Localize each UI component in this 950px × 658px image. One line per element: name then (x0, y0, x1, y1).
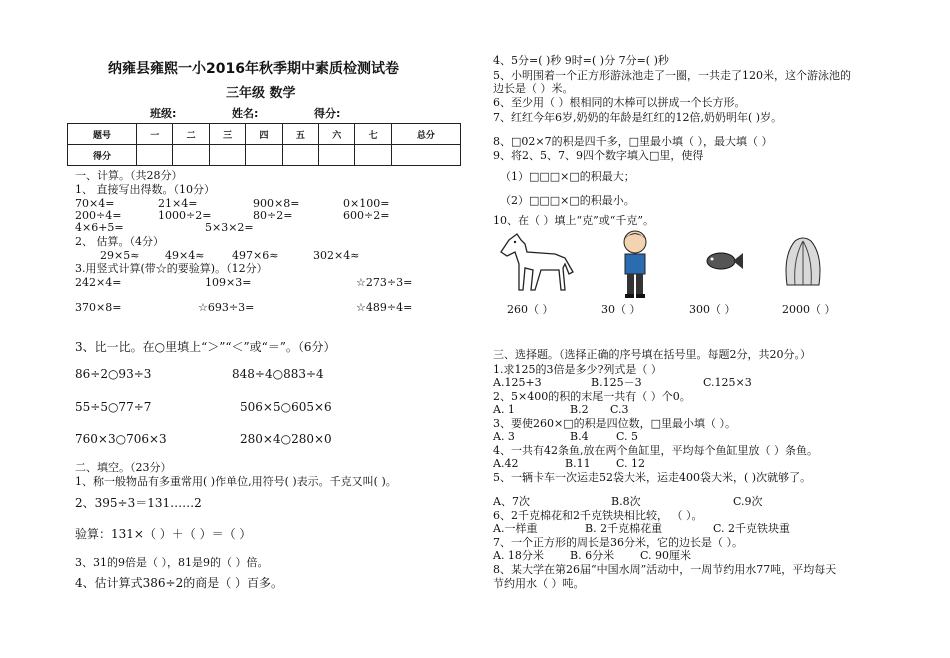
calc-item: 1000÷2= (158, 209, 212, 222)
calc-item: 302×4≈ (313, 249, 360, 262)
calc-item: 5×3×2= (205, 221, 254, 234)
calc-item: 21×4= (158, 197, 198, 210)
score-label: 得分: (314, 107, 341, 120)
horse-picture (495, 232, 577, 296)
table-cell[interactable] (319, 145, 355, 166)
choice-option: C.125×3 (703, 376, 752, 389)
picture-caption: 30（ ） (601, 303, 641, 316)
calc-item: 370×8= (75, 301, 122, 314)
choice-question: 节约用水（ ）吨。 (493, 577, 585, 590)
calc-item: 242×4= (75, 276, 122, 289)
section-1-heading: 一、计算。（共28分） (75, 169, 183, 182)
choice-question: 3、要使260×□的积是四位数，□里最小填（ ）。 (493, 417, 736, 430)
calc-item: 600÷2= (343, 209, 390, 222)
choice-option: B.4 (570, 430, 589, 443)
calc-item: 109×3= (205, 276, 252, 289)
name-label: 姓名: (232, 107, 259, 120)
choice-option: B. 6分米 (570, 549, 615, 562)
choice-option: B.125－3 (591, 376, 642, 389)
class-label: 班级: (150, 107, 177, 120)
calc-item: ☆693÷3= (198, 301, 255, 314)
choice-option: A.一样重 (493, 522, 538, 535)
calc-item: ☆489÷4= (356, 301, 413, 314)
fill-question: 4、估计算式386÷2的商是（ ）百多。 (75, 576, 284, 590)
choice-option: A. 18分米 (493, 549, 544, 562)
compare-item: 760×3○706×3 (75, 432, 167, 446)
choice-option: C. 12 (616, 457, 646, 470)
calc-item: 200÷4= (75, 209, 122, 222)
choice-option: A、7次 (493, 495, 530, 508)
fill-question: 5、小明围着一个正方形游泳池走了一圈，一共走了120米，这个游泳池的 (493, 69, 851, 82)
table-cell: 二 (173, 124, 209, 145)
table-cell[interactable] (137, 145, 173, 166)
compare-item: 280×4○280×0 (240, 432, 332, 446)
choice-option: C. 5 (616, 430, 639, 443)
table-cell[interactable] (173, 145, 209, 166)
compare-item: 506×5○605×6 (240, 400, 332, 414)
fill-question: 6、至少用（ ）根相同的木棒可以拼成一个长方形。 (493, 96, 746, 109)
question-heading: 2、 估算。（4分） (75, 235, 164, 248)
question-heading: 1、 直接写出得数。（10分） (75, 183, 215, 196)
choice-question: 7、一个正方形的周长是36分米，它的边长是（ ）。 (493, 536, 743, 549)
table-cell: 题号 (68, 124, 137, 145)
calc-item: 70×4= (75, 197, 115, 210)
question-heading: 3、比一比。在○里填上“＞”“＜”或“＝”。（6分） (75, 340, 336, 354)
fill-question: 验算：131×（ ）＋（ ）＝（ ） (75, 527, 252, 541)
section-3-heading: 三、选择题。（选择正确的序号填在括号里。每题2分，共20分。） (493, 348, 811, 361)
table-cell: 三 (209, 124, 245, 145)
table-cell: 一 (137, 124, 173, 145)
choice-option: A.125+3 (493, 376, 542, 389)
fill-question: 8、□02×7的积是四千多，□里最小填（ ），最大填（ ） (493, 135, 773, 148)
choice-question: 8、某大学在第26届“中国水周”活动中，一周节约用水77吨，平均每天 (493, 563, 837, 576)
fill-question: 10、在（ ）填上“克”或“千克”。 (493, 214, 654, 227)
table-cell[interactable] (355, 145, 391, 166)
fill-question: 3、31的9倍是（ ），81是9的（ ）倍。 (75, 556, 269, 569)
calc-item: ☆273÷3= (356, 276, 413, 289)
table-cell: 总分 (391, 124, 460, 145)
cabbage-picture (781, 235, 825, 291)
fill-question: 9、将2、5、7、9四个数字填入□里，使得 (493, 149, 704, 162)
table-cell[interactable] (282, 145, 318, 166)
calc-item: 29×5≈ (100, 249, 140, 262)
section-2-heading: 二、填空。（23分） (75, 461, 172, 474)
score-table-header-row (68, 124, 461, 145)
table-cell: 六 (319, 124, 355, 145)
choice-question: 2、5×400的积的末尾一共有（ ）个0。 (493, 390, 691, 403)
score-table (67, 123, 461, 166)
calc-item: 49×4≈ (165, 249, 205, 262)
question-heading: 3.用竖式计算(带☆的要验算)。（12分） (75, 262, 268, 275)
choice-option: C. 90厘米 (640, 549, 692, 562)
picture-caption: 300（ ） (689, 303, 736, 316)
calc-item: 900×8= (253, 197, 300, 210)
compare-item: 86÷2○93÷3 (75, 367, 152, 381)
table-cell[interactable] (209, 145, 245, 166)
choice-option: B. 2千克棉花重 (585, 522, 663, 535)
choice-option: C.9次 (733, 495, 763, 508)
choice-option: A. 1 (493, 403, 515, 416)
fill-question: 4、5分=( )秒 9时=( )分 7分=( )秒 (493, 54, 669, 67)
table-cell: 得分 (68, 145, 137, 166)
fill-question: 2、395÷3＝131……2 (75, 496, 202, 510)
table-cell[interactable] (391, 145, 460, 166)
choice-question: 4、一共有42条鱼,放在两个鱼缸里，平均每个鱼缸里放（ ）条鱼。 (493, 444, 818, 457)
compare-item: 848÷4○883÷4 (232, 367, 324, 381)
fill-question: 7、红红今年6岁,奶奶的年龄是红红的12倍,奶奶明年( )岁。 (493, 111, 783, 124)
fill-question: 边长是（ ）米。 (493, 82, 574, 95)
picture-caption: 2000（ ） (782, 303, 836, 316)
choice-question: 6、2千克棉花和2千克铁块相比较， （ ）。 (493, 509, 703, 522)
table-cell: 五 (282, 124, 318, 145)
table-cell: 七 (355, 124, 391, 145)
boy-picture (615, 228, 655, 300)
choice-option: C. 2千克铁块重 (713, 522, 791, 535)
choice-option: B.2 (570, 403, 589, 416)
fill-question: 1、称一般物品有多重常用( )作单位,用符号( )表示。千克又叫( )。 (75, 475, 397, 488)
calc-item: 4×6+5= (75, 221, 124, 234)
choice-option: B.11 (565, 457, 591, 470)
table-cell[interactable] (246, 145, 282, 166)
choice-option: A.42 (493, 457, 519, 470)
fish-picture (703, 248, 745, 274)
choice-question: 5、一辆卡车一次运走52袋大米，运走400袋大米，( )次就够了。 (493, 471, 812, 484)
calc-item: 80÷2= (253, 209, 293, 222)
table-cell: 四 (246, 124, 282, 145)
exam-subtitle: 三年级 数学 (226, 86, 296, 101)
exam-title: 纳雍县雍熙一小2016年秋季期中素质检测试卷 (108, 61, 399, 77)
fill-question: （1）□□□×□的积最大； (500, 170, 635, 183)
choice-option: C.3 (610, 403, 629, 416)
calc-item: 0×100= (343, 197, 390, 210)
choice-option: A. 3 (493, 430, 515, 443)
picture-caption: 260（ ） (507, 303, 554, 316)
score-table-score-row (68, 145, 461, 166)
calc-item: 497×6≈ (232, 249, 279, 262)
choice-option: B.8次 (611, 495, 641, 508)
compare-item: 55÷5○77÷7 (75, 400, 152, 414)
fill-question: （2）□□□×□的积最小。 (500, 194, 635, 207)
choice-question: 1.求125的3倍是多少?列式是（ ） (493, 363, 662, 376)
